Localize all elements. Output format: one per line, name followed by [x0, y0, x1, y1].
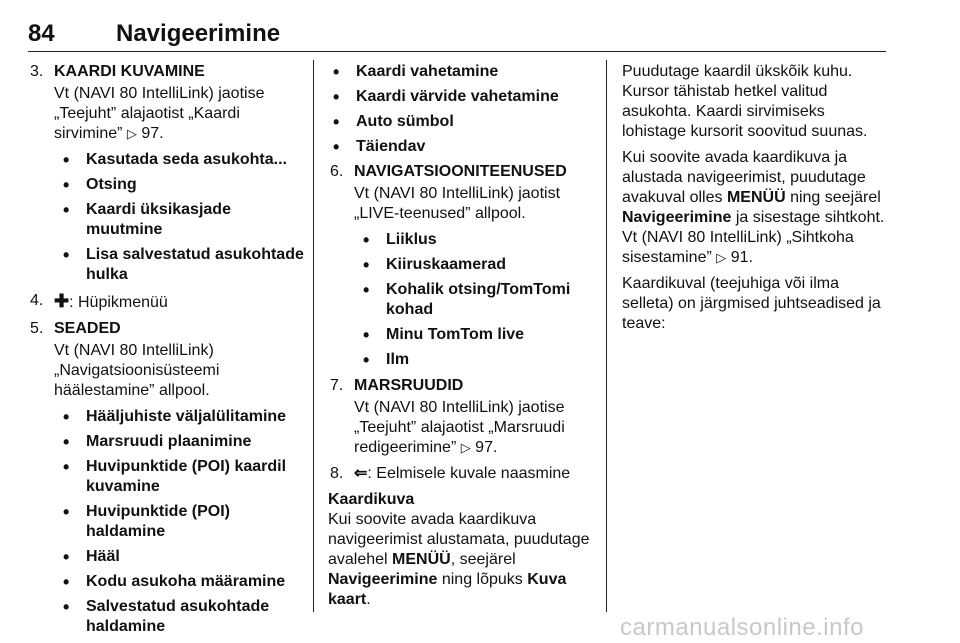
item-title: MARSRUUDID	[354, 377, 464, 394]
header-divider	[28, 51, 886, 52]
item-number: 5.	[30, 320, 44, 337]
item-description: Vt (NAVI 80 IntelliLink) jaotist „LIVE-teenused” allpool.	[354, 185, 561, 222]
plus-icon: ✚	[54, 291, 70, 311]
chapter-title: Navigeerimine	[116, 20, 281, 47]
section-heading: Kaardikuva	[328, 491, 415, 508]
list-item-3	[30, 62, 306, 285]
bullet-list	[54, 407, 306, 637]
paragraph: Puudutage kaardil ükskõik kuhu. Kursor tähistab hetkel valitud asukohta. Kaardi sirvimiseks lohistage kursorit soovitud suunas.	[622, 63, 868, 140]
list-item: • Kasutada seda asukohta...	[54, 150, 306, 170]
list-item: • Täiendav	[324, 137, 596, 157]
paragraph: Kui soovite avada kaardikuva navigeerimist alustamata, puudutage avalehel MENÜÜ, seejärel Navigeerimine ning lõpuks Kuva kaart.	[328, 511, 590, 608]
column-divider-1	[313, 60, 314, 612]
list-item: • Lisa salvestatud asukohtade hulka	[54, 245, 306, 285]
paragraph: Kaardikuval (teejuhiga või ilma selleta) on järgmised juhtseadised ja teave:	[622, 275, 881, 332]
bullet-list	[324, 62, 596, 157]
item-number: 3.	[30, 63, 44, 80]
list-item-5	[30, 319, 306, 637]
list-item: • Huvipunktide (POI) haldamine	[54, 502, 306, 542]
item-text: : Eelmisele kuvale naasmine	[367, 465, 571, 482]
watermark: carmanualsonline.info	[620, 614, 864, 641]
column-3	[622, 62, 890, 340]
item-number: 7.	[330, 377, 344, 394]
item-title: NAVIGATSIOONITEENUSED	[354, 163, 567, 180]
list-item: • Liiklus	[354, 230, 596, 250]
list-item: • Kodu asukoha määramine	[54, 572, 306, 592]
column-1	[30, 62, 306, 643]
list-item-7	[330, 376, 596, 458]
list-item: • Hääl	[54, 547, 306, 567]
column-2	[330, 62, 596, 616]
bullet-list	[354, 230, 596, 370]
item-number: 6.	[330, 163, 344, 180]
list-item: • Huvipunktide (POI) kaardil kuvamine	[54, 457, 306, 497]
list-item-6	[330, 162, 596, 370]
page-number: 84	[28, 20, 55, 47]
list-item-4	[30, 291, 306, 313]
kaardikuva-section	[328, 490, 596, 610]
item-number: 4.	[30, 292, 44, 309]
item-number: 8.	[330, 465, 344, 482]
back-arrow-icon: ⇐	[354, 465, 368, 482]
item-description: Vt (NAVI 80 IntelliLink) „Navigatsioonisüsteemi häälestamine” allpool.	[54, 342, 220, 399]
list-item: • Kiiruskaamerad	[354, 255, 596, 275]
page-reference-icon: ▷	[716, 250, 727, 265]
list-item: • Hääljuhiste väljalülitamine	[54, 407, 306, 427]
list-item: • Ilm	[354, 350, 596, 370]
list-item: • Salvestatud asukohtade haldamine	[54, 597, 306, 637]
paragraph: Kui soovite avada kaardikuva ja alustada navigeerimist, puudutage avakuval olles MENÜÜ ning seejärel Navigeerimine ja sisestage sihtkoht. Vt (NAVI 80 IntelliLink) „Sihtkoha sisestamine” ▷ 91.	[622, 149, 885, 266]
list-item: • Auto sümbol	[324, 112, 596, 132]
item-text: : Hüpikmenüü	[69, 294, 168, 311]
list-item: • Marsruudi plaanimine	[54, 432, 306, 452]
list-item: • Minu TomTom live	[354, 325, 596, 345]
list-item: • Kaardi värvide vahetamine	[324, 87, 596, 107]
item-title: KAARDI KUVAMINE	[54, 63, 205, 80]
list-item: • Otsing	[54, 175, 306, 195]
bullet-list	[54, 150, 306, 285]
list-item: • Kohalik otsing/TomTomi kohad	[354, 280, 596, 320]
list-item-8	[330, 464, 596, 484]
column-divider-2	[606, 60, 607, 612]
list-item: • Kaardi üksikasjade muutmine	[54, 200, 306, 240]
item-title: SEADED	[54, 320, 121, 337]
page-header	[28, 20, 888, 52]
page-reference-icon: ▷	[126, 126, 137, 141]
item-description: Vt (NAVI 80 IntelliLink) jaotise „Teejuht” alajaotist „Marsruudi redigeerimine” ▷ 97.	[354, 399, 565, 456]
page-reference-icon: ▷	[460, 440, 471, 455]
item-description: Vt (NAVI 80 IntelliLink) jaotise „Teejuht” alajaotist „Kaardi sirvimine” ▷ 97.	[54, 85, 265, 142]
list-item: • Kaardi vahetamine	[324, 62, 596, 82]
